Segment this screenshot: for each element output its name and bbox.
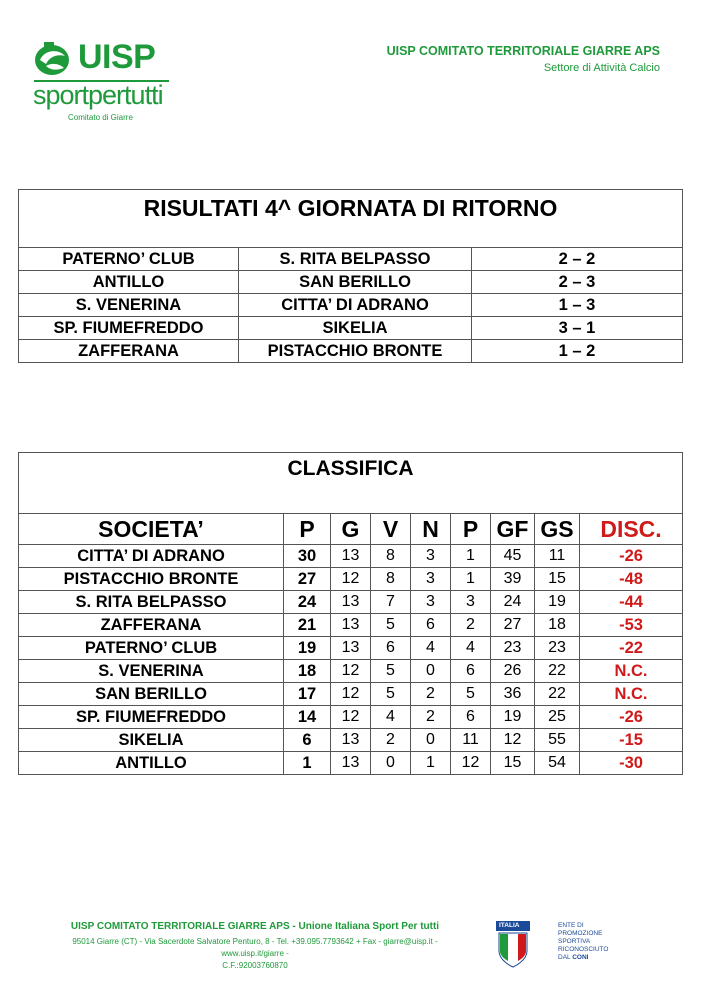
col-header-goals-for: GF	[491, 514, 535, 545]
goals-against: 18	[535, 614, 580, 637]
drawn: 2	[411, 683, 451, 706]
match-score: 3 – 1	[472, 317, 683, 340]
points: 14	[284, 706, 331, 729]
team-name: SP. FIUMEFREDDO	[19, 706, 284, 729]
standings-row	[19, 545, 683, 568]
team-name: PATERNO’ CLUB	[19, 637, 284, 660]
discipline: -48	[580, 568, 683, 591]
points: 18	[284, 660, 331, 683]
drawn: 0	[411, 729, 451, 752]
coni-dal: DAL	[558, 954, 571, 961]
discipline: -44	[580, 591, 683, 614]
played: 13	[331, 545, 371, 568]
logo-subtitle: sportpertutti	[33, 80, 163, 110]
points: 21	[284, 614, 331, 637]
discipline: -53	[580, 614, 683, 637]
standings-row	[19, 706, 683, 729]
discipline: -26	[580, 706, 683, 729]
drawn: 3	[411, 568, 451, 591]
won: 8	[371, 545, 411, 568]
lost: 2	[451, 614, 491, 637]
standings-row	[19, 660, 683, 683]
coni-name: CONI	[572, 954, 589, 961]
coni-country: ITALIA	[499, 922, 520, 929]
drawn: 0	[411, 660, 451, 683]
goals-for: 36	[491, 683, 535, 706]
letterhead	[387, 44, 660, 74]
match-score: 1 – 3	[472, 294, 683, 317]
points: 1	[284, 752, 331, 775]
points: 30	[284, 545, 331, 568]
team-name: SIKELIA	[19, 729, 284, 752]
coni-badge	[496, 921, 616, 971]
uisp-logo	[32, 40, 182, 130]
points: 27	[284, 568, 331, 591]
lost: 1	[451, 568, 491, 591]
drawn: 1	[411, 752, 451, 775]
discipline: N.C.	[580, 660, 683, 683]
goals-against: 22	[535, 683, 580, 706]
col-header-won: V	[371, 514, 411, 545]
lost: 1	[451, 545, 491, 568]
lost: 12	[451, 752, 491, 775]
coni-line-3: RICONOSCIUTO	[558, 946, 609, 953]
played: 13	[331, 752, 371, 775]
home-team: PATERNO’ CLUB	[19, 248, 239, 271]
drawn: 4	[411, 637, 451, 660]
lost: 4	[451, 637, 491, 660]
points: 6	[284, 729, 331, 752]
col-header-lost: P	[451, 514, 491, 545]
won: 6	[371, 637, 411, 660]
away-team: CITTA’ DI ADRANO	[239, 294, 472, 317]
standings-row	[19, 729, 683, 752]
match-score: 2 – 3	[472, 271, 683, 294]
coni-recognition	[558, 922, 628, 962]
away-team: SIKELIA	[239, 317, 472, 340]
match-score: 2 – 2	[472, 248, 683, 271]
coni-line-1: ENTE DI PROMOZIONE	[558, 922, 603, 937]
standings-table	[18, 452, 683, 775]
drawn: 6	[411, 614, 451, 637]
standings-row	[19, 591, 683, 614]
standings-row	[19, 752, 683, 775]
won: 5	[371, 614, 411, 637]
goals-against: 22	[535, 660, 580, 683]
letterhead-org: UISP COMITATO TERRITORIALE GIARRE APS	[386, 44, 660, 58]
col-header-played: G	[331, 514, 371, 545]
col-header-goals-against: GS	[535, 514, 580, 545]
goals-against: 23	[535, 637, 580, 660]
lost: 5	[451, 683, 491, 706]
results-table	[18, 189, 683, 363]
result-row	[19, 340, 683, 363]
coni-line-2: SPORTIVA	[558, 938, 591, 945]
standings-header-row	[19, 514, 683, 545]
away-team: SAN BERILLO	[239, 271, 472, 294]
col-header-drawn: N	[411, 514, 451, 545]
discipline: N.C.	[580, 683, 683, 706]
team-name: ANTILLO	[19, 752, 284, 775]
col-header-discipline: DISC.	[580, 514, 683, 545]
home-team: S. VENERINA	[19, 294, 239, 317]
goals-against: 55	[535, 729, 580, 752]
home-team: ANTILLO	[19, 271, 239, 294]
points: 17	[284, 683, 331, 706]
team-name: S. VENERINA	[19, 660, 284, 683]
goals-for: 39	[491, 568, 535, 591]
played: 12	[331, 706, 371, 729]
result-row	[19, 271, 683, 294]
col-header-team: SOCIETA’	[19, 514, 284, 545]
result-row	[19, 317, 683, 340]
goals-for: 24	[491, 591, 535, 614]
drawn: 3	[411, 591, 451, 614]
goals-for: 27	[491, 614, 535, 637]
letterhead-sector: Settore di Attività Calcio	[543, 62, 660, 74]
away-team: PISTACCHIO BRONTE	[239, 340, 472, 363]
away-team: S. RITA BELPASSO	[239, 248, 472, 271]
goals-for: 15	[491, 752, 535, 775]
drawn: 3	[411, 545, 451, 568]
standings-row	[19, 683, 683, 706]
result-row	[19, 248, 683, 271]
played: 13	[331, 591, 371, 614]
played: 12	[331, 568, 371, 591]
lost: 6	[451, 660, 491, 683]
goals-against: 54	[535, 752, 580, 775]
goals-for: 12	[491, 729, 535, 752]
won: 5	[371, 683, 411, 706]
footer-address	[40, 936, 470, 972]
discipline: -26	[580, 545, 683, 568]
goals-for: 26	[491, 660, 535, 683]
lost: 11	[451, 729, 491, 752]
points: 24	[284, 591, 331, 614]
standings-row	[19, 637, 683, 660]
logo-comitato: Comitato di Giarre	[68, 113, 133, 122]
result-row	[19, 294, 683, 317]
discipline: -15	[580, 729, 683, 752]
goals-against: 25	[535, 706, 580, 729]
footer-tax-code: C.F.:92003760870	[222, 961, 288, 970]
footer	[40, 921, 470, 972]
goals-for: 45	[491, 545, 535, 568]
goals-against: 11	[535, 545, 580, 568]
results-title-cell	[19, 190, 683, 248]
goals-for: 19	[491, 706, 535, 729]
lost: 6	[451, 706, 491, 729]
footer-org: UISP COMITATO TERRITORIALE GIARRE APS - Unione Italiana Sport Per tutti	[70, 921, 440, 932]
team-name: SAN BERILLO	[19, 683, 284, 706]
team-name: ZAFFERANA	[19, 614, 284, 637]
won: 8	[371, 568, 411, 591]
played: 12	[331, 683, 371, 706]
team-name: PISTACCHIO BRONTE	[19, 568, 284, 591]
standings-row	[19, 614, 683, 637]
logo-brand: UISP	[78, 38, 156, 76]
goals-against: 15	[535, 568, 580, 591]
played: 12	[331, 660, 371, 683]
match-score: 1 – 2	[472, 340, 683, 363]
footer-contacts: 95014 Giarre (CT) - Via Sacerdote Salvatore Penturo, 8 - Tel. +39.095.7793642 + Fax - giarre@uisp.it - www.uisp.it/giarre -	[72, 937, 438, 958]
drawn: 2	[411, 706, 451, 729]
lost: 3	[451, 591, 491, 614]
points: 19	[284, 637, 331, 660]
won: 2	[371, 729, 411, 752]
standings-row	[19, 568, 683, 591]
team-name: S. RITA BELPASSO	[19, 591, 284, 614]
col-header-points: P	[284, 514, 331, 545]
goals-for: 23	[491, 637, 535, 660]
coni-line-4	[558, 954, 628, 962]
won: 4	[371, 706, 411, 729]
played: 13	[331, 637, 371, 660]
team-name: CITTA’ DI ADRANO	[19, 545, 284, 568]
won: 0	[371, 752, 411, 775]
won: 7	[371, 591, 411, 614]
standings-title: CLASSIFICA	[19, 453, 683, 514]
goals-against: 19	[535, 591, 580, 614]
uisp-emblem-icon	[32, 40, 72, 78]
home-team: ZAFFERANA	[19, 340, 239, 363]
played: 13	[331, 729, 371, 752]
results-title: RISULTATI 4^ GIORNATA DI RITORNO	[143, 195, 558, 221]
discipline: -30	[580, 752, 683, 775]
won: 5	[371, 660, 411, 683]
home-team: SP. FIUMEFREDDO	[19, 317, 239, 340]
discipline: -22	[580, 637, 683, 660]
played: 13	[331, 614, 371, 637]
